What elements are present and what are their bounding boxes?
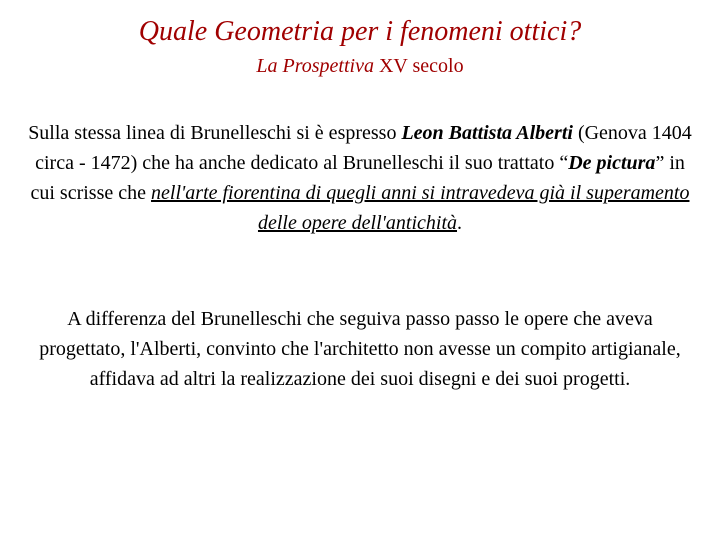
slide-title: Quale Geometria per i fenomeni ottici?	[138, 16, 582, 47]
subtitle-topic: La Prospettiva	[256, 55, 374, 77]
paragraph1-text-1: Sulla stessa linea di Brunelleschi si è espresso	[28, 122, 402, 144]
paragraph1-text-4: .	[457, 212, 463, 234]
slide-subtitle	[0, 52, 720, 80]
book-title: De pictura	[568, 152, 656, 174]
alberti-name: Leon Battista Alberti	[401, 122, 573, 144]
subtitle-century: XV secolo	[373, 55, 464, 77]
paragraph-alberti	[28, 118, 692, 238]
paragraph1-text-3: ” in cui scrisse che	[30, 152, 685, 204]
paragraph-comparison: A differenza del Brunelleschi che seguiva passo passo le opere che aveva progettato, l'Alberti, convinto che l'architetto non avesse un compito artigianale, affidava ad altri la realizzazione dei suoi disegni e dei suoi progetti.	[39, 308, 681, 390]
alberti-quote: nell'arte fiorentina di quegli anni si intravedeva già il superamento delle opere dell'antichità	[151, 182, 690, 234]
paragraph1-text-2: (Genova 1404 circa - 1472) che ha anche dedicato al Brunelleschi il suo trattato “	[35, 122, 692, 174]
